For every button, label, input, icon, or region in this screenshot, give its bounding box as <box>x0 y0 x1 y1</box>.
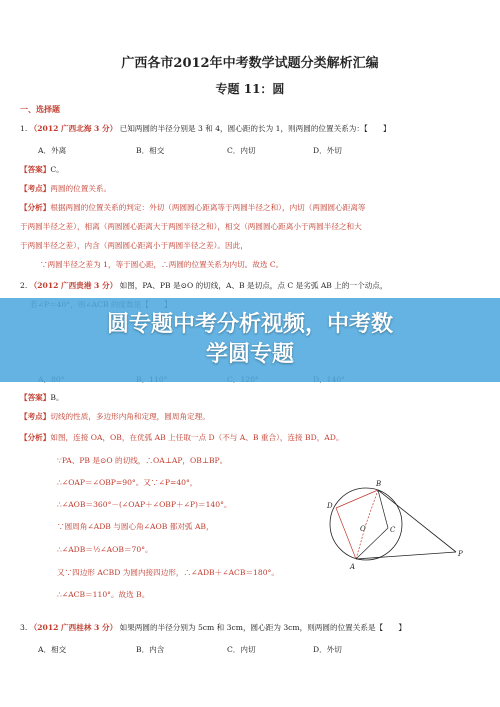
answer-tag: 【答案】 <box>20 393 51 402</box>
option-a: A．相交 <box>38 645 67 654</box>
analysis-line: ∵PA、PB 是⊙O 的切线，∴OA⊥AP，OB⊥BP。 <box>57 456 228 465</box>
option-c: C．内切 <box>227 146 256 155</box>
analysis-line: 如图，连接 OA，OB，在优弧 AB 上任取一点 D（不与 A、B 重合），连接 BD，AD。 <box>50 433 344 442</box>
answer-row <box>20 165 64 175</box>
label-c: C <box>390 526 396 534</box>
analysis-line: ∵两圆半径之差为 1，等于圆心距，∴两圆的位置关系为内切。故选 C。 <box>40 260 284 269</box>
circle-tangent-figure <box>318 468 468 580</box>
question-number: 2. <box>20 281 28 290</box>
point-row <box>20 412 210 422</box>
answer-row <box>20 393 64 403</box>
question-source: （2012 广西北海 3 分） <box>29 124 118 133</box>
analysis-row <box>20 433 343 443</box>
tangent-pb <box>378 490 456 552</box>
option-d: D．外切 <box>313 645 342 654</box>
answer-text: C。 <box>50 165 64 174</box>
title-banner[interactable] <box>0 298 500 382</box>
analysis-line: ∵圆周角∠ADB 与圆心角∠AOB 都对弧 AB， <box>57 522 214 531</box>
segment-cb <box>378 490 388 528</box>
label-d: D <box>327 502 333 510</box>
question-text: 如果两圆的半径分别为 5cm 和 3cm，圆心距为 3cm，则两圆的位置关系是【 】 <box>119 623 406 632</box>
document-title: 广西各市2012年中考数学试题分类解析汇编 <box>121 56 379 71</box>
section-heading: 一、选择题 <box>20 104 60 114</box>
label-o: O <box>360 525 366 533</box>
label-a: A <box>350 563 356 571</box>
option-c: C．内切 <box>227 645 256 654</box>
analysis-tag: 【分析】 <box>20 203 51 212</box>
point-tag: 【考点】 <box>20 184 51 193</box>
point-text: 两圆的位置关系。 <box>50 184 112 193</box>
answer-tag: 【答案】 <box>20 165 51 174</box>
question-text: 如图，PA、PB 是⊙O 的切线，A、B 是切点，点 C 是劣弧 AB 上的一个动点， <box>119 281 388 290</box>
question-source: （2012 广西贵港 3 分） <box>29 281 118 290</box>
question-3 <box>20 623 406 633</box>
option-a: A．外离 <box>38 146 67 155</box>
analysis-line: ∴∠ADB＝½∠AOB＝70°。 <box>57 545 153 554</box>
point-tag: 【考点】 <box>20 412 51 421</box>
point-row <box>20 184 111 194</box>
option-d: D．外切 <box>313 146 342 155</box>
analysis-line: 于两圆半径之差），相离（两圆圆心距离大于两圆半径之和），相交（两圆圆心距离小于两圆半径之和大 <box>20 222 362 231</box>
document-subtitle: 专题 11：圆 <box>215 82 285 96</box>
analysis-line: 于两圆半径之差），内含（两圆圆心距离小于两圆半径之差）。因此， <box>20 241 248 250</box>
point-text: 切线的性质，多边形内角和定理，圆周角定理。 <box>50 412 210 421</box>
analysis-line: 又∵四边形 ACBD 为圆内接四边形，∴∠ADB＋∠ACB＝180°。 <box>57 568 279 577</box>
segment-db <box>336 490 378 508</box>
analysis-line: 根据两圆的位置关系的判定：外切（两圆圆心距离等于两圆半径之和），内切（两圆圆心距离等 <box>50 203 366 212</box>
banner-line-1: 圆专题中考分析视频，中考数 <box>106 312 393 337</box>
option-b: B．相交 <box>136 146 165 155</box>
question-2 <box>20 281 387 291</box>
question-1 <box>20 124 391 134</box>
question-text: 已知两圆的半径分别是 3 和 4，圆心距的长为 1，则两圆的位置关系为：【 】 <box>119 124 391 133</box>
analysis-row <box>20 203 366 213</box>
analysis-line: ∴∠OAP＝∠OBP=90°。又∵∠P=40°， <box>57 478 198 487</box>
banner-line-2: 学圆专题 <box>205 342 294 367</box>
segment-da <box>336 508 356 559</box>
segment-ob <box>366 490 378 524</box>
label-p: P <box>458 550 463 558</box>
tangent-pa <box>356 552 456 559</box>
label-b: B <box>376 480 382 488</box>
analysis-line: ∴∠ACB＝110°。故选 B。 <box>57 590 150 599</box>
question-number: 3. <box>20 623 28 632</box>
answer-text: B。 <box>50 393 64 402</box>
question-source: （2012 广西桂林 3 分） <box>29 623 118 632</box>
analysis-tag: 【分析】 <box>20 433 51 442</box>
question-number: 1. <box>20 124 28 133</box>
analysis-line: ∴∠AOB＝360°－(∠OAP＋∠OBP＋∠P)＝140°。 <box>57 500 232 509</box>
option-b: B．内含 <box>136 645 165 654</box>
